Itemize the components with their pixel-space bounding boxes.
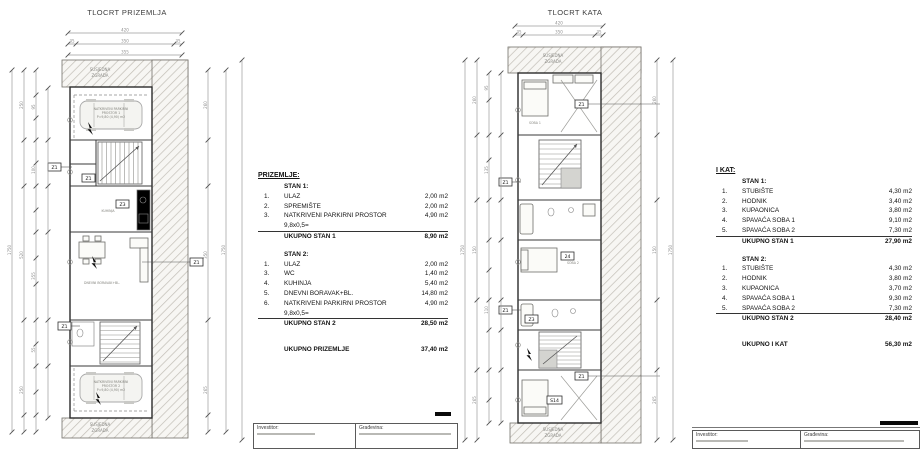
table-row [258,182,448,192]
dim-label: 1750 [220,244,226,256]
row-label: KUHINJA [284,280,312,288]
svg-text:Z1: Z1 [61,325,68,330]
row-label: UKUPNO PRIZEMLJE [284,346,350,354]
row-number: 2. [722,275,728,283]
row-value: 28,50 m2 [420,320,448,328]
svg-text:Z3: Z3 [119,203,126,208]
row-label: SPAVAĆA SOBA 1 [742,217,795,225]
dimension-chain [668,58,676,443]
svg-text:P=9,80 (4,90) m2: P=9,80 (4,90) m2 [96,388,126,392]
row-label: WC [284,270,295,278]
table-row [716,247,912,255]
dimension-chain [472,58,480,443]
svg-text:Z1: Z1 [578,375,585,380]
band-label: ZGRADA [544,59,562,64]
row-number: 3. [722,207,728,215]
stairs-lower [100,322,140,364]
dim-label: 420 [121,27,129,33]
row-label: UKUPNO STAN 2 [284,320,336,328]
investor-label: Investitor: [696,432,718,438]
row-number: 5. [722,304,728,312]
row-value: 7,30 m2 [888,226,912,234]
first-floor-plan [455,0,720,449]
redacted-text-line [359,433,451,435]
svg-text:Z1: Z1 [193,261,200,266]
stairs-upper [98,142,142,184]
row-label: HODNIK [742,197,767,205]
dimension-chain [66,50,185,58]
room-label: SOBA 1 [529,121,541,125]
dim-label: 135 [483,166,489,174]
row-label: UKUPNO STAN 2 [742,315,794,323]
titleblock-center [253,423,458,449]
table-row [716,294,912,304]
dim-label: 265 [202,386,208,394]
annotation-z1 [48,163,72,171]
dim-label: 1750 [6,244,12,256]
row-number: 1. [264,192,270,200]
svg-text:PROSTOR 1: PROSTOR 1 [101,111,121,115]
row-label: SPAVAĆA SOBA 1 [742,294,795,302]
svg-text:NATKRIVENI PARKIRNI: NATKRIVENI PARKIRNI [93,107,129,111]
svg-text:Z3: Z3 [528,318,535,323]
band-label: SUSJEDNA [89,67,111,72]
row-label: STAN 1: [742,178,767,185]
table-row [716,255,912,265]
titleblock-building-cell [801,431,919,448]
row-value: 2,00 m2 [424,192,448,200]
dim-label: 350 [121,38,129,44]
dim-label: 35 [69,38,75,44]
row-value: 9,30 m2 [888,294,912,302]
dim-label: 1750 [459,244,465,256]
row-value: 3,40 m2 [888,197,912,205]
table-row [716,226,912,237]
row-value: 37,40 m2 [420,346,448,354]
row-value: 9,10 m2 [888,217,912,225]
building-label: Građevina: [804,432,829,438]
table-row [258,329,448,337]
table-row [258,345,448,355]
row-value: 4,90 m2 [424,212,448,220]
row-label: STUBIŠTE [742,265,774,273]
dim-label: 150 [651,246,657,254]
row-label: KUPAONICA [742,207,780,215]
row-label: STAN 2: [742,255,767,263]
neighbor-band-bottom [510,423,601,443]
dim-label: 35 [516,29,522,35]
dim-label: 110 [483,306,489,314]
row-label: UKUPNO STAN 1 [742,237,794,245]
dim-label: 250 [18,386,24,394]
svg-text:PROSTOR 2: PROSTOR 2 [101,384,121,388]
annotation-z3 [116,200,129,208]
band-label: SUSJEDNA [542,427,564,432]
dim-label: 355 [30,272,36,280]
row-label: SPREMIŠTE [284,202,321,210]
row-number: 2. [722,197,728,205]
row-value: 56,30 m2 [884,341,912,349]
dim-label: 260 [471,96,477,104]
titleblock-right [692,430,920,449]
row-value: 2,00 m2 [424,260,448,268]
band-label: ZGRADA [91,428,109,433]
table-row [258,211,448,232]
dim-label: 520 [18,251,24,259]
table-title: I KAT: [716,167,736,174]
dimension-chain [19,68,27,435]
dimension-chain [513,21,606,29]
dim-label: 1750 [667,244,673,256]
dim-label: 265 [651,396,657,404]
row-label: STUBIŠTE [742,187,774,195]
table-rows [716,177,912,350]
neighbor-band-bottom [62,418,152,438]
row-number: 4. [722,294,728,302]
dimension-chain [513,30,606,38]
row-value: 28,40 m2 [884,315,912,323]
titleblock-investor-cell [693,431,801,448]
row-value: 1,40 m2 [424,270,448,278]
living-label: DNEVNI BORAVAK+BL. [84,281,120,285]
building-label: Građevina: [359,425,384,431]
row-value: 4,30 m2 [888,265,912,273]
dimension-chain [66,28,185,36]
redacted-text-line [804,440,904,442]
svg-text:Z1: Z1 [51,166,58,171]
row-number: 6. [264,299,270,307]
kitchen-label: KUHINJA [101,209,115,213]
dim-label: 350 [555,29,563,35]
table-row [258,279,448,289]
row-number: 4. [722,217,728,225]
dim-label: 35 [175,38,181,44]
svg-text:Z1: Z1 [85,177,92,182]
stairs-upper [539,140,581,188]
row-label: UKUPNO STAN 1 [284,232,336,240]
row-number: 3. [722,284,728,292]
annotation-n24 [561,252,574,260]
row-value: 3,80 m2 [888,275,912,283]
dim-label: 100 [30,166,36,174]
bed-bottom [522,380,548,416]
row-label: STAN 2: [284,250,309,258]
titleblock-building-cell [356,424,457,448]
row-label: SPAVAĆA SOBA 2 [742,304,795,312]
table-row [716,274,912,284]
row-label: NATKRIVENI PARKIRNI PROSTOR 9,8x0,5= [284,299,387,317]
svg-text:24: 24 [564,255,571,260]
plan-title-ground: TLOCRT PRIZEMLJA [87,8,167,17]
row-label: UKUPNO I KAT [742,341,788,349]
dimension-chain [652,58,660,443]
titleblock-investor-cell [254,424,356,448]
sheet-mark [880,421,918,425]
row-number: 2. [264,202,270,210]
table-row [716,206,912,216]
table-row [716,177,912,187]
row-value: 8,90 m2 [424,232,448,240]
titleblock-topline [692,427,920,428]
table-row [716,216,912,226]
table-row [258,250,448,260]
svg-text:S14: S14 [550,399,559,404]
row-number: 5. [722,226,728,234]
table-row [716,187,912,197]
dimension-chain [240,58,245,443]
row-value: 4,90 m2 [424,299,448,307]
table-row [716,264,912,274]
dimension-chain [203,68,211,435]
row-number: 1. [722,265,728,273]
dim-label: 350 [202,251,208,259]
row-value: 4,30 m2 [888,187,912,195]
row-value: 27,90 m2 [884,237,912,245]
dim-label: 95 [483,85,489,91]
table-row [716,197,912,207]
band-label: SUSJEDNA [89,422,111,427]
table-row [258,232,448,242]
dim-label: 55 [30,347,36,353]
row-value: 3,80 m2 [888,207,912,215]
redacted-text-line [696,440,748,442]
table-row [716,324,912,332]
band-label: ZGRADA [91,73,109,78]
dim-label: 355 [121,49,129,55]
row-number: 4. [264,280,270,288]
svg-text:NATKRIVENI PARKIRNI: NATKRIVENI PARKIRNI [93,380,129,384]
plan-title-first: TLOCRT KATA [547,8,603,17]
room-label: SOBA 2 [567,261,579,265]
dim-label: 265 [471,396,477,404]
table-row [716,237,912,247]
row-label: DNEVNI BORAVAK+BL. [284,289,354,297]
dimension-chain [221,68,229,435]
area-table-first-floor [716,167,912,350]
table-row [258,260,448,270]
table-row [258,242,448,250]
area-table-ground-floor [258,172,448,355]
sheet-mark [435,412,451,416]
svg-text:Z1: Z1 [502,181,509,186]
table-row [716,314,912,324]
row-label: KUPAONICA [742,284,780,292]
dim-label: 420 [555,20,563,26]
band-label: SUSJEDNA [542,53,564,58]
dim-label: 250 [18,101,24,109]
row-label: SPAVAĆA SOBA 2 [742,226,795,234]
dim-label: 260 [651,96,657,104]
row-label: HODNIK [742,275,767,283]
svg-text:Z1: Z1 [502,309,509,314]
svg-text:P=9,80 (4,90) m2: P=9,80 (4,90) m2 [96,115,126,119]
table-row [258,202,448,212]
neighbor-band-right [601,47,641,443]
row-number: 3. [264,270,270,278]
row-value: 5,40 m2 [424,280,448,288]
row-value: 7,30 m2 [888,304,912,312]
row-label: NATKRIVENI PARKIRNI PROSTOR 9,8x0,5= [284,212,387,230]
dimension-chain [484,71,492,426]
dimension-chain [66,39,185,47]
row-number: 5. [264,289,270,297]
dim-label: 95 [30,104,36,110]
row-label: STAN 1: [284,183,309,190]
table-title: PRIZEMLJE: [258,172,300,179]
row-label: ULAZ [284,192,301,200]
dimension-chain [460,58,468,443]
dimension-chain [7,68,15,435]
band-label: ZGRADA [544,433,562,438]
redacted-text-line [257,433,315,435]
stairs-lower [539,332,581,368]
ground-floor-plan [0,0,255,449]
dimension-chain [31,68,39,435]
dim-label: 150 [471,246,477,254]
dim-label: 260 [202,101,208,109]
row-value: 14,80 m2 [421,289,448,297]
table-rows [258,182,448,355]
row-number: 1. [722,187,728,195]
table-row [716,340,912,350]
table-row [258,289,448,299]
dimension-chain [499,71,504,426]
dimension-chain [46,86,51,421]
dim-label: 35 [596,29,602,35]
table-row [258,319,448,329]
annotation-s14 [547,396,562,404]
row-value: 3,70 m2 [888,284,912,292]
investor-label: Investitor: [257,425,279,431]
row-number: 1. [264,260,270,268]
table-row [258,192,448,202]
table-row [716,284,912,294]
neighbor-band-right [152,60,188,438]
table-row [716,304,912,315]
svg-text:Z1: Z1 [578,103,585,108]
row-value: 2,00 m2 [424,202,448,210]
row-number: 3. [264,212,270,220]
row-label: ULAZ [284,260,301,268]
table-row [258,299,448,320]
annotation-z1 [82,174,95,182]
table-row [258,269,448,279]
annotation-z3 [525,315,538,323]
